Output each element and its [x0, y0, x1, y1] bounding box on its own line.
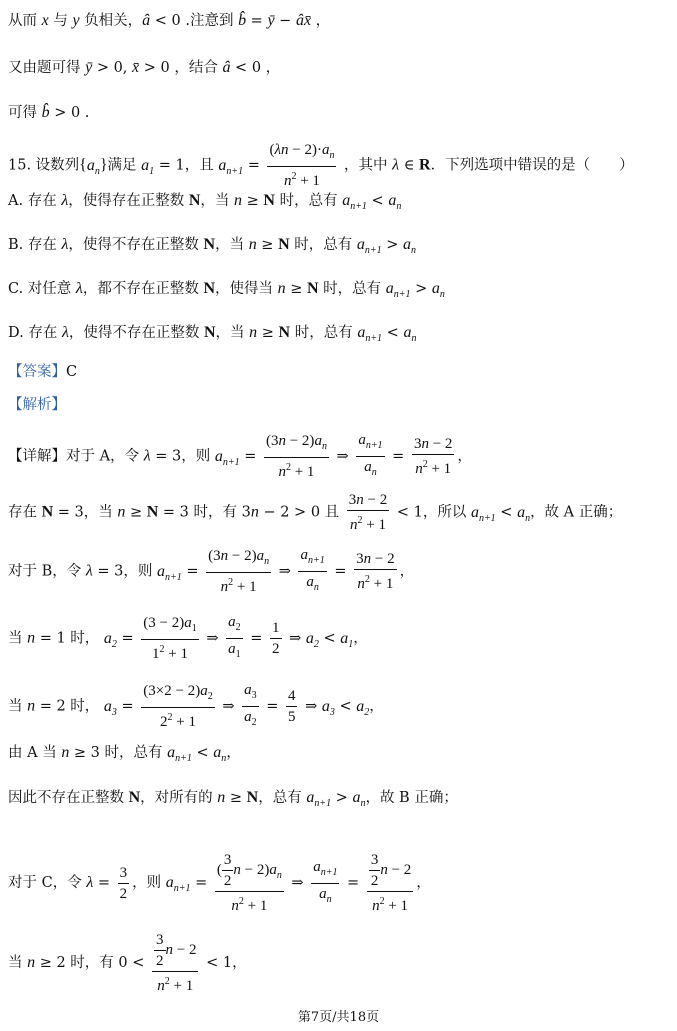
option-d: D. 存在 λ，使得不存在正整数 N，当 n ≥ N 时，总有 $a_{n+1} < a_n$	[8, 324, 417, 345]
detail-line-4: 当 n = 1 时， $a_2$ = $\frac{(3 - 2)a_1}{1^2 + 1}$ ⇒ $\frac{a_2}{a_1}$ = $\frac{1}{2}$ ⇒ $a_2 < a_1$，	[8, 614, 368, 662]
detail-line-3: 对于 B，令 λ = 3，则 $a_{n+1}$ = $\frac{(3n - 2)a_n}{n^2 + 1}$ ⇒ $\frac{a_{n+1}}{a_n}$ = $\frac{3n - 2}{n^2 + 1}$ ，	[8, 547, 415, 595]
detail-line-8: 对于 C，令 λ = $\frac{3}{2}$ ，则 $a_{n+1}$ = ( $\frac{3}{2}$ $n - 2)a_n$ $n^2 + 1$ ⇒ $\frac{a_{n+1}}{a_n}$ = $\frac{3}{2}$ n − 2 $n^2 + 1$ ，	[8, 852, 431, 914]
analysis-line	[8, 394, 66, 416]
answer-value: C	[66, 364, 78, 380]
answer-line	[8, 361, 77, 383]
detail-tag: 【详解】	[8, 448, 66, 465]
solution-line-3: 可得 b̂ > 0 .	[8, 104, 90, 121]
answer-tag: 【答案】	[8, 364, 66, 380]
detail-line-7: 因此不存在正整数 N，对所有的 n ≥ N，总有 $a_{n+1} > a_n$，故 B 正确；	[8, 789, 458, 810]
detail-line-5: 当 n = 2 时， $a_3$ = $\frac{(3\times 2 - 2)a_2}{2^2 + 1}$ ⇒ $\frac{a_3}{a_2}$ = $\frac{4}{5}$ ⇒ $a_3 < a_2$，	[8, 682, 384, 730]
option-a: A. 存在 λ，使得存在正整数 N，当 n ≥ N 时，总有 $a_{n+1} < a_n$	[8, 192, 402, 213]
solution-line-2: 又由题可得 ȳ > 0, x̄ > 0 ，结合 â < 0 ，	[8, 59, 281, 76]
detail-line-6: 由 A 当 n ≥ 3 时，总有 $a_{n+1} < a_n$，	[8, 744, 241, 765]
option-c: C. 对任意 λ，都不存在正整数 N，使得当 n ≥ N 时，总有 $a_{n+1} > a_n$	[8, 280, 445, 301]
page-footer: 第7页/共18页	[297, 1010, 380, 1025]
detail-line-1: 【详解】对于 A，令 λ = 3，则 $a_{n+1}$ = $\frac{(3n - 2)a_n}{n^2 + 1}$ ⇒ $\frac{a_{n+1}}{a_n}$ = $\frac{3n - 2}{n^2 + 1}$ ，	[8, 432, 472, 480]
option-b: B. 存在 λ，使得不存在正整数 N，当 n ≥ N 时，总有 $a_{n+1} > a_n$	[8, 236, 416, 257]
detail-line-2: 存在 N = 3，当 n ≥ N = 3 时，有 3n − 2 > 0 且 $\frac{3n - 2}{n^2 + 1}$ < 1，所以 $a_{n+1} < a_n$，故 A 正确；	[8, 492, 623, 533]
detail-line-9: 当 n ≥ 2 时，有 0 < $\frac{3}{2}$ n − 2 $n^2 + 1$ < 1，	[8, 932, 247, 994]
analysis-tag: 【解析】	[8, 397, 66, 413]
solution-line-1: 从而 x 与 y 负相关，â < 0 .注意到 b̂ = ȳ − âx̄ ，	[8, 12, 331, 29]
question-15: 15. 设数列$\{a_n\}$满足 $a_1 = 1$，且 $a_{n+1}$ = $\frac{(\lambda n - 2)\cdot a_n}{n^2 + 1}$ ，其中 λ ∈ R．下列选项中错误的是（ ）	[8, 142, 634, 189]
